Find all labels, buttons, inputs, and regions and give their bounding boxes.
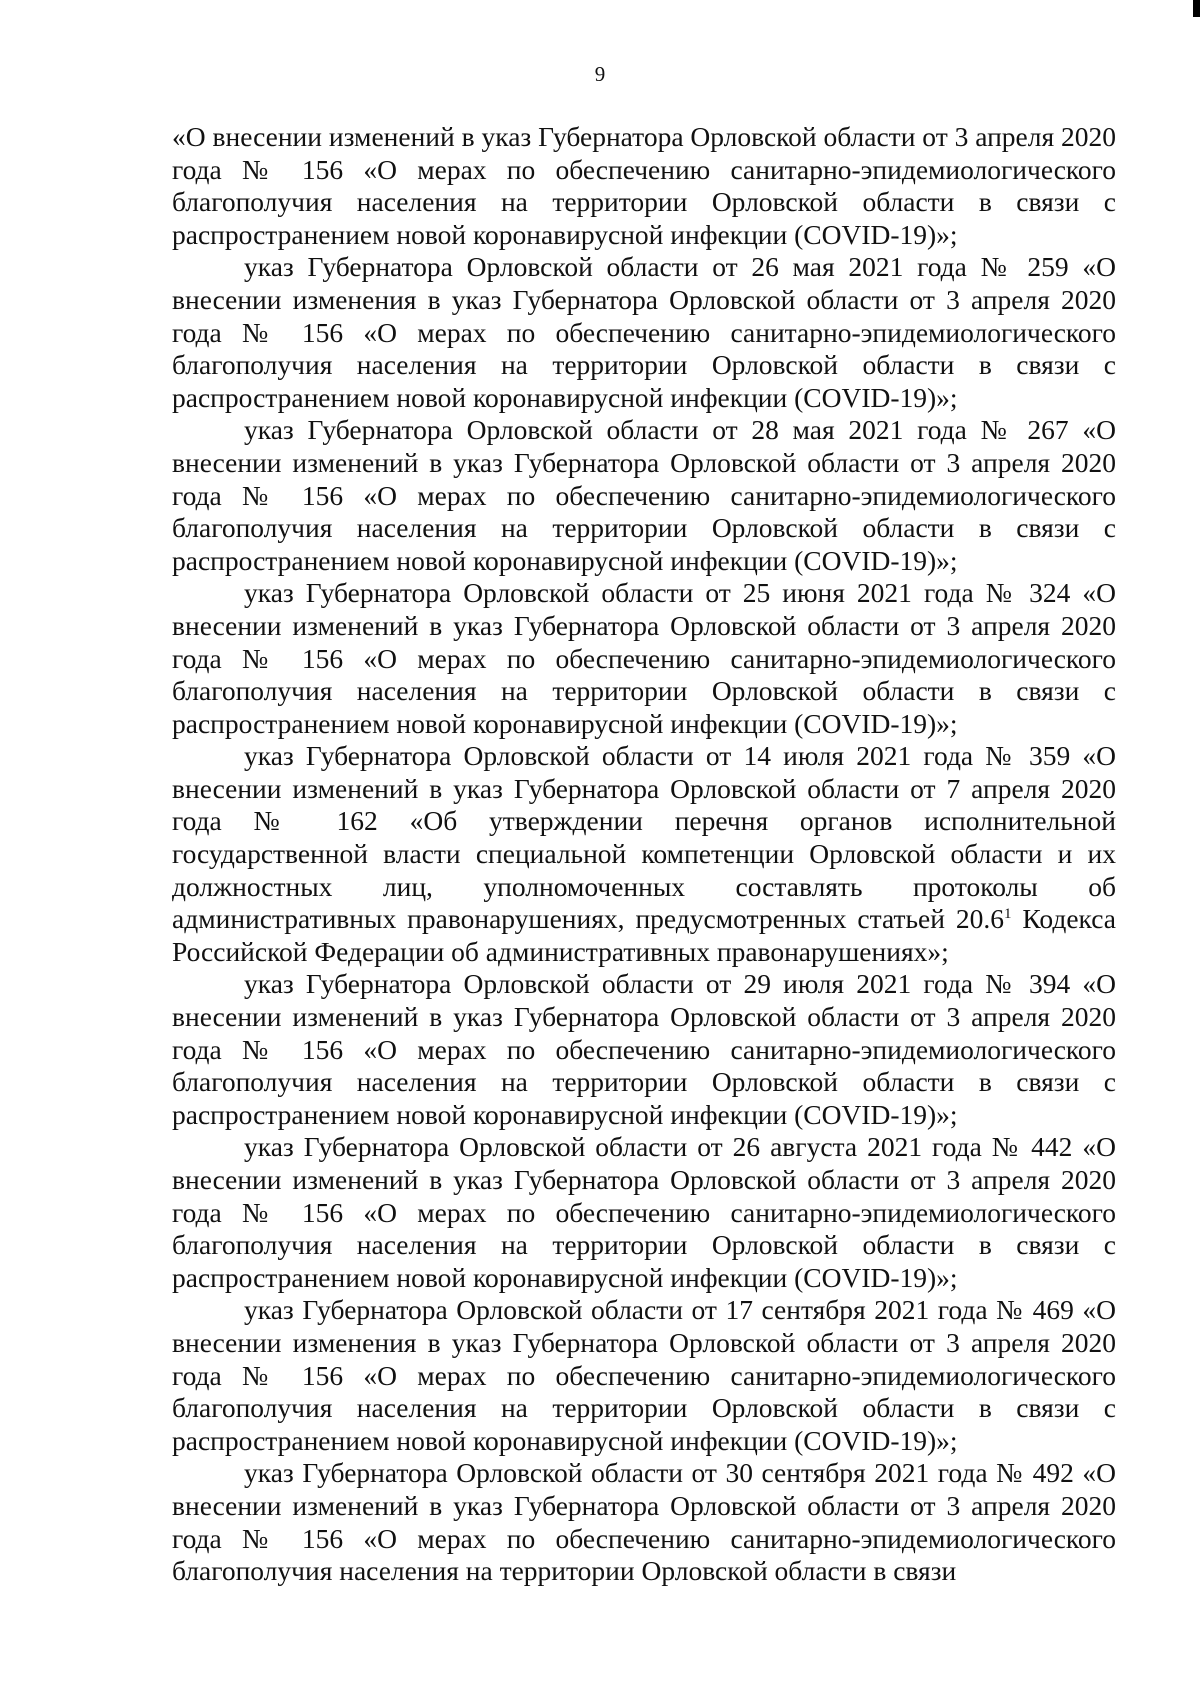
paragraph-decree-359 — [172, 740, 1116, 968]
paragraph-decree-442: указ Губернатора Орловской области от 26 августа 2021 года № 442 «О внесении изменений в указ Губернатора Орловской области от 3 апреля 2020 года № 156 «О мерах по обеспечению санитарно-эпидемиологического благополучия населения на территории Орловской области в связи с распространением новой коронавирусной инфекции (COVID-19)»; — [172, 1131, 1116, 1293]
paragraph-decree-394: указ Губернатора Орловской области от 29 июля 2021 года № 394 «О внесении изменений в указ Губернатора Орловской области от 3 апреля 2020 года № 156 «О мерах по обеспечению санитарно-эпидемиологического благополучия населения на территории Орловской области в связи с распространением новой коронавирусной инфекции (COVID-19)»; — [172, 968, 1116, 1130]
paragraph-decree-359-ending: Кодекса Российской Федерации об административных правонарушениях»; — [172, 903, 1116, 967]
paragraph-decree-259: указ Губернатора Орловской области от 26 мая 2021 года № 259 «О внесении изменения в указ Губернатора Орловской области от 3 апреля 2020 года № 156 «О мерах по обеспечению санитарно-эпидемиологического благополучия населения на территории Орловской области в связи с распространением новой коронавирусной инфекции (COVID-19)»; — [172, 251, 1116, 413]
paragraph-decree-267: указ Губернатора Орловской области от 28 мая 2021 года № 267 «О внесении изменений в указ Губернатора Орловской области от 3 апреля 2020 года № 156 «О мерах по обеспечению санитарно-эпидемиологического благополучия населения на территории Орловской области в связи с распространением новой коронавирусной инфекции (COVID-19)»; — [172, 414, 1116, 576]
paragraph-decree-324: указ Губернатора Орловской области от 25 июня 2021 года № 324 «О внесении изменений в указ Губернатора Орловской области от 3 апреля 2020 года № 156 «О мерах по обеспечению санитарно-эпидемиологического благополучия населения на территории Орловской области в связи с распространением новой коронавирусной инфекции (COVID-19)»; — [172, 577, 1116, 739]
document-body — [172, 121, 1116, 1588]
paragraph-decree-492: указ Губернатора Орловской области от 30 сентября 2021 года № 492 «О внесении изменений в указ Губернатора Орловской области от 3 апреля 2020 года № 156 «О мерах по обеспечению санитарно-эпидемиологического благополучия населения на территории Орловской области в связи — [172, 1457, 1116, 1587]
paragraph-decree-469: указ Губернатора Орловской области от 17 сентября 2021 года № 469 «О внесении изменения в указ Губернатора Орловской области от 3 апреля 2020 года № 156 «О мерах по обеспечению санитарно-эпидемиологического благополучия населения на территории Орловской области в связи с распространением новой коронавирусной инфекции (COVID-19)»; — [172, 1294, 1116, 1456]
page-number: 9 — [594, 62, 606, 86]
paragraph-decree-359-text: указ Губернатора Орловской области от 14 июля 2021 года № 359 «О внесении изменений в указ Губернатора Орловской области от 7 апреля 2020 года № 162 «Об утверждении перечня органов исполнительной государственной власти специальной компетенции Орловской области и их должностных лиц, уполномоченных составлять протоколы об административных правонарушениях, предусмотренных статьей 20.6 — [172, 740, 1116, 935]
paragraph-continuation: «О внесении изменений в указ Губернатора Орловской области от 3 апреля 2020 года № 156 «О мерах по обеспечению санитарно-эпидемиологического благополучия населения на территории Орловской области в связи с распространением новой коронавирусной инфекции (COVID-19)»; — [172, 121, 1116, 250]
scan-edge-mark — [1193, 0, 1200, 17]
superscript-article-mark: 1 — [1004, 906, 1012, 923]
